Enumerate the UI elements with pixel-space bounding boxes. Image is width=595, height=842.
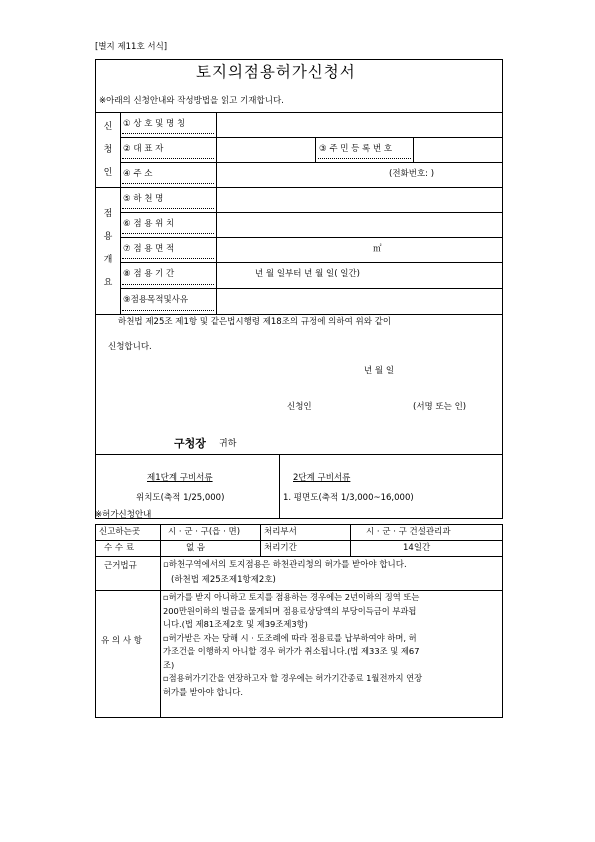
legal-basis-line-1: ▫하천구역에서의 토지점용은 하천관리청의 허가를 받아야 합니다. xyxy=(163,560,407,570)
notes-label: 유 의 사 항 xyxy=(101,636,142,646)
recipient: 구청장 xyxy=(174,437,206,450)
stage1-docs-item: 위치도(축적 1/25,000) xyxy=(136,493,225,503)
application-date: 년 월 일 xyxy=(364,366,395,376)
submit-place-value: 시 · 군 · 구(읍 · 면) xyxy=(168,527,241,537)
recipient-suffix: 귀하 xyxy=(219,439,237,449)
notes-line: 조) xyxy=(163,659,175,670)
form-number: [별지 제11호 서식] xyxy=(95,42,168,52)
guide-title: ※허가신청안내 xyxy=(95,510,152,520)
business-name-label: ① 상 호 및 명 칭 xyxy=(123,119,186,129)
notes-line: 니다.(법 제81조제2호 및 제39조제3항) xyxy=(163,619,308,629)
notes-line: ▫허가를 받지 아니하고 토지를 점용하는 경우에는 2년이하의 징역 또는 xyxy=(163,592,420,602)
purpose-label: ⑨점용목적및사유 xyxy=(123,295,189,305)
processing-period-value: 14일간 xyxy=(403,543,431,553)
resident-number-label: ③ 주 민 등 록 번 호 xyxy=(319,144,393,154)
notes-text xyxy=(163,591,501,699)
stage2-docs-header: 2단계 구비서류 xyxy=(293,473,351,483)
fee-label: 수 수 료 xyxy=(104,543,135,553)
occupancy-location-label: ⑥ 점 용 위 치 xyxy=(123,219,175,229)
applicant-group-label: 신 청 인 xyxy=(103,122,113,178)
notes-line: ▫점용허가기간을 연장하고자 할 경우에는 허가기간종료 1월전까지 연장 xyxy=(163,673,423,683)
submit-place-label: 신고하는곳 xyxy=(99,527,141,537)
representative-label: ② 대 표 자 xyxy=(123,144,164,154)
processing-period-label: 처리기간 xyxy=(264,543,297,553)
department-label: 처리부서 xyxy=(264,527,297,537)
statement-line-1: 하천법 제25조 제1항 및 같은법시행령 제18조의 규정에 의하여 위와 같이 xyxy=(118,317,392,327)
occupancy-period-label: ⑧ 점 용 기 간 xyxy=(123,269,175,279)
occupancy-area-label: ⑦ 점 용 면 적 xyxy=(123,244,175,254)
notes-line: ▫허가받은 자는 당해 시 · 도조례에 따라 점용료를 납부하여야 하며, 허 xyxy=(163,632,417,643)
notes-line: 가조건을 이행하지 아니할 경우 허가가 취소됩니다.(법 제33조 및 제67 xyxy=(163,646,420,656)
legal-basis-line-2: (하천법 제25조제1항제2호) xyxy=(171,575,276,585)
applicant-signature-label: 신청인 xyxy=(287,402,312,412)
stage2-docs-item: 1. 평면도(축적 1/3,000~16,000) xyxy=(283,493,414,503)
legal-basis-label: 근거법규 xyxy=(104,561,137,571)
stage1-docs-header: 제1단계 구비서류 xyxy=(147,473,213,483)
statement-line-2: 신청합니다. xyxy=(108,342,152,352)
signature-or-seal: (서명 또는 인) xyxy=(413,402,467,412)
instruction-text: ※아래의 신청안내와 작성방법을 읽고 기재합니다. xyxy=(99,96,284,106)
notes-line: 허가를 받아야 합니다. xyxy=(163,686,244,697)
department-value: 시 · 군 · 구 건설관리과 xyxy=(366,527,451,537)
address-label: ④ 주 소 xyxy=(123,169,153,179)
phone-number-field: (전화번호: ) xyxy=(389,169,435,179)
occupancy-period-value: 년 월 일부터 년 월 일( 일간) xyxy=(255,269,360,279)
area-unit: ㎡ xyxy=(373,244,382,254)
form-title: 토지의점용허가신청서 xyxy=(196,63,356,81)
notes-line: 200만원이하의 벌금을 물게되며 점용료상당액의 부당이득금이 부과됩 xyxy=(163,605,417,616)
overview-group-label: 점 용 개 요 xyxy=(103,209,113,288)
fee-value: 없 음 xyxy=(186,543,206,553)
river-name-label: ⑤ 하 천 명 xyxy=(123,194,164,204)
